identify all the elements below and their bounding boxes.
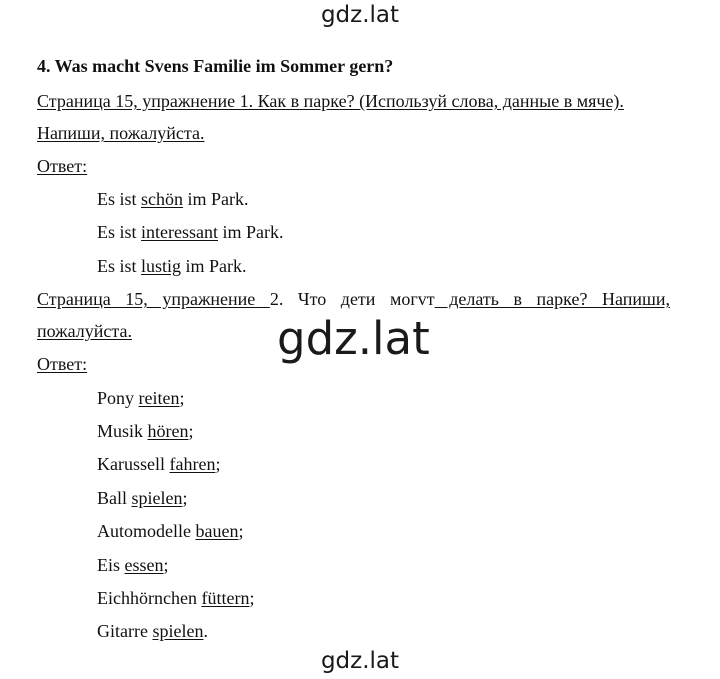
task2-answer-label: Ответ:	[37, 354, 88, 374]
task2-answer-6: Eis essen;	[97, 555, 169, 575]
task1-answer-3: Es ist lustig im Park.	[97, 256, 247, 276]
task2-answer-2: Musik hören;	[97, 421, 194, 441]
task2-answer-8: Gitarre spielen.	[97, 621, 208, 641]
exercise-title: 4. Was macht Svens Familie im Sommer gern?	[37, 56, 394, 76]
watermark-top: gdz.lat	[320, 2, 400, 28]
watermark-middle: gdz.lat	[277, 312, 430, 365]
task2-answer-3: Karussell fahren;	[97, 454, 221, 474]
task1-instruction: Страница 15, упражнение 1. Как в парке? (Используй слова, данные в мяче).	[37, 91, 624, 111]
task1-answer-2: Es ist interessant im Park.	[97, 222, 284, 242]
task2-answer-5: Automodelle bauen;	[97, 521, 244, 541]
task2-answer-7: Eichhörnchen füttern;	[97, 588, 255, 608]
task1-answer-label: Ответ:	[37, 156, 88, 176]
task1-instruction-cont: Напиши, пожалуйста.	[37, 123, 205, 143]
task2-instruction: Страница 15, упражнение 2. Что дети могvт делать в парке? Напиши,	[37, 289, 671, 309]
task1-answer-1: Es ist schön im Park.	[97, 189, 249, 209]
task2-answer-4: Ball spielen;	[97, 488, 188, 508]
watermark-bottom: gdz.lat	[320, 648, 400, 674]
task2-instruction-cont: пожалуйста.	[37, 321, 132, 341]
task2-answer-1: Pony reiten;	[97, 388, 185, 408]
